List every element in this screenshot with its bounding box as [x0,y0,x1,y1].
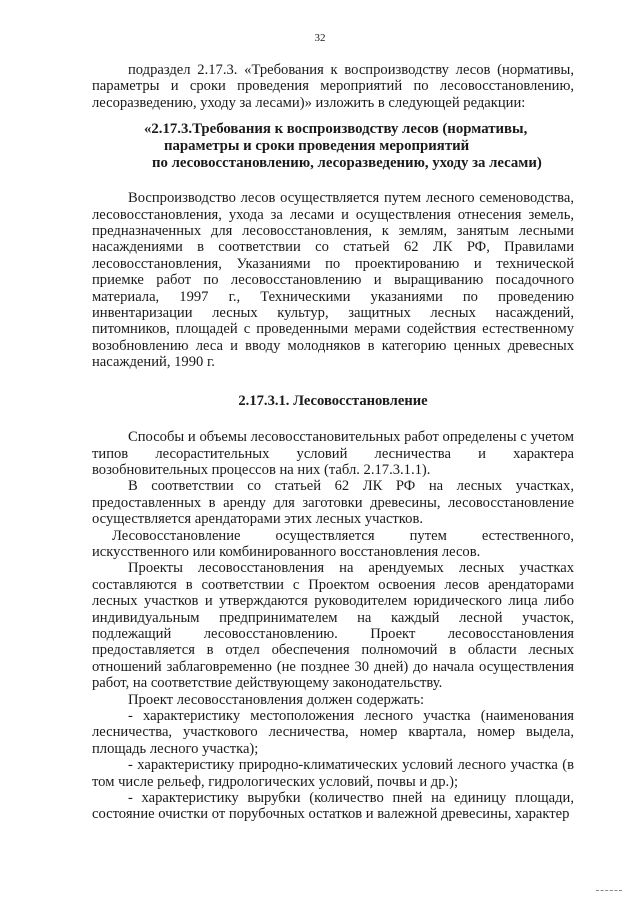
list-item: - характеристику природно-климатических условий лесного участка (в том числе рельеф, гидрологических условий, почвы и др.); [92,757,574,790]
paragraph-reproduction: Воспроизводство лесов осуществляется путем лесного семеноводства, лесовосстановления, ухода за лесами и осуществления отнесения земель, предназначенных для лесовосстановления, к землям, занятым лесными насаждениями в соответствии со статьей 62 ЛК РФ, Правилами лесовосстановления, Указаниями по проектированию и технической приемке работ по лесовосстановлению и выращиванию посадочного материала, 1997 г., Техническими указаниями по проведению инвентаризации лесных культур, защитных лесных насаждений, питомников, площадей с проведенными мерами содействия естественному возобновлению леса и вводу молодняков в категорию ценных древесных насаждений, 1990 г. [92,190,574,371]
paragraph-project-contents: Проект лесовосстановления должен содержать: [128,691,425,708]
subsection-title-line-1: «2.17.3.Требования к воспроизводству лесов (нормативы, [144,121,528,138]
paragraph-lease: В соответствии со статьей 62 ЛК РФ на лесных участках, предоставленных в аренду для заготовки древесины, лесовосстановление осуществляется арендаторами этих лесных участков. [92,478,574,528]
paragraph-restoration-types: Лесовосстановление осуществляется путем естественного, искусственного или комбинированного восстановления лесов. [92,527,574,560]
list-item: - характеристику вырубки (количество пней на единицу площади, состояние очистки от порубочных остатков и валежной древесины, характер [92,790,574,823]
page-number: 32 [314,32,326,44]
list-item: - характеристику местоположения лесного участка (наименования лесничества, участкового лесничества, номер квартала, номер выдела, площадь лесного участка); [92,708,574,757]
section-heading: 2.17.3.1. Лесовосстановление [238,392,428,409]
paragraph-projects: Проекты лесовосстановления на арендуемых лесных участках составляются в соответствии с Проектом освоения лесов арендаторами лесных участков и утверждаются руководителем юридического лица либо индивидуальным предпринимателем на каждый лесной участок, подлежащий лесовосстановлению. Проект лесовосстановления предоставляется в отдел обеспечения полномочий в области лесных отношений заблаговременно (не позднее 30 дней) до начала осуществления работ, на соответствие действующему законодательству. [92,560,574,692]
document-body [92,62,574,823]
subsection-title-line-3: по лесовосстановлению, лесоразведению, уходу за лесами) [152,155,542,172]
intro-paragraph: подраздел 2.17.3. «Требования к воспроизводству лесов (нормативы, параметры и сроки проведения мероприятий по лесовосстановлению, лесоразведению, уходу за лесами)» изложить в следующей редакции: [92,62,574,111]
subsection-title-line-2: параметры и сроки проведения мероприятий [164,138,470,155]
scan-corner-mark [596,890,622,893]
subsection-title [92,121,574,172]
paragraph-methods: Способы и объемы лесовосстановительных работ определены с учетом типов лесорастительных условий лесничества и характера возобновительных процессов на них (табл. 2.17.3.1.1). [92,429,574,478]
